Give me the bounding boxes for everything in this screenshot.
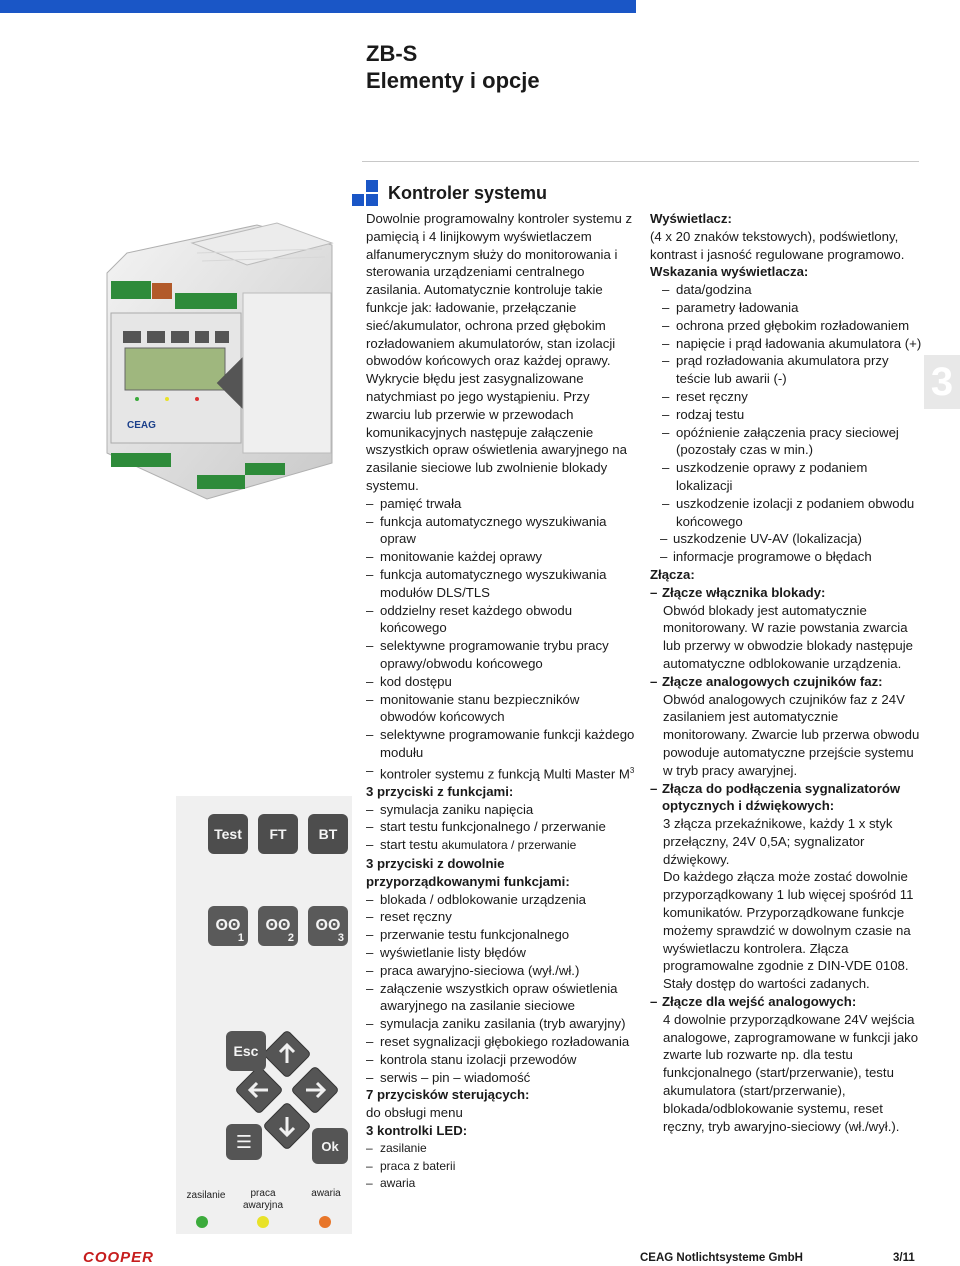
list-item: – oddzielny reset każdego obwodu końcowego	[366, 602, 636, 638]
list-item: – symulacja zaniku zasilania (tryb awaryjny)	[366, 1015, 636, 1033]
esc-button[interactable]: Esc	[226, 1031, 266, 1071]
features-list	[366, 495, 636, 783]
list-item: – selektywne programowanie trybu pracy oprawy/obwodu końcowego	[366, 637, 636, 673]
column-2	[650, 210, 922, 1135]
connector-3-text-1: 3 złącza przekaźnikowe, każdy 1 x styk przełączny, 24V 0,5A; sygnalizator dźwiękowy.	[663, 816, 893, 867]
list-item: – prąd rozładowania akumulatora przy teście lub awarii (-)	[662, 352, 922, 388]
list-item: – data/godzina	[662, 281, 922, 299]
owl-icon: ʘʘ	[265, 917, 291, 934]
ok-button[interactable]: Ok	[312, 1128, 348, 1164]
list-item: – reset ręczny	[662, 388, 922, 406]
connector-3-text-2: Do każdego złącza może zostać dowolnie przyporządkowany 1 lub więcej spośród 11 komunikatów. Przyporządkowane funkcje możemy sprawdzić w dowolnym czasie na wyświetlaczu kontrolera. Złącza programowalne zgodnie z DIN-VDE 0108. Stały dostęp do wartości zadanych.	[663, 869, 914, 992]
connector-1-title: – Złącze włącznika blokady:	[650, 584, 922, 602]
list-item: – przerwanie testu funkcjonalnego	[366, 926, 636, 944]
document-button[interactable]	[226, 1124, 262, 1160]
fun-item-3a: start testu	[380, 837, 442, 853]
top-accent-bar	[0, 0, 636, 13]
led-label-power: zasilanie	[186, 1190, 226, 1201]
list-item: – pamięć trwała	[366, 495, 636, 513]
heading-indications: Wskazania wyświetlacza:	[650, 264, 809, 280]
indications-list-b	[650, 530, 922, 566]
list-item: – blokada / odblokowanie urządzenia	[366, 891, 636, 909]
list-item: – kod dostępu	[366, 673, 636, 691]
connector-2-text: Obwód analogowych czujników faz z 24V zasilaniem jest automatycznie monitorowany. Zwarcie lub przerwa obwodu powoduje automatyczne przejście systemu w tryb pracy awaryjnej.	[663, 691, 920, 778]
led-label-emergency-line-1: praca	[250, 1188, 276, 1199]
heading-3-programmable-buttons: 3 przyciski z dowolnie przyporządkowanymi funkcjami:	[366, 856, 570, 889]
list-item: – uszkodzenie izolacji z podaniem obwodu końcowego	[662, 495, 922, 531]
list-item	[366, 762, 636, 783]
function-button-1[interactable]	[208, 906, 248, 946]
list-item: – uszkodzenie UV-AV (lokalizacja)	[660, 530, 922, 548]
list-item: – selektywne programowanie funkcji każdego modułu	[366, 726, 636, 762]
system-controller-photo	[97, 213, 347, 503]
led-failure	[319, 1216, 331, 1228]
connector-4-title: – Złącze dla wejść analogowych:	[650, 993, 922, 1011]
heading-display: Wyświetlacz:	[650, 211, 732, 226]
function-button-3[interactable]	[308, 906, 348, 946]
list-item: – funkcja automatycznego wyszukiwania opraw	[366, 513, 636, 549]
function-button-3-number: 3	[337, 932, 344, 944]
section-header	[352, 180, 547, 206]
connector-2-title: – Złącze analogowych czujników faz:	[650, 673, 922, 691]
ft-button[interactable]: FT	[258, 814, 298, 854]
list-item: – funkcja automatycznego wyszukiwania modułów DLS/TLS	[366, 566, 636, 602]
list-item: – monitowanie stanu bezpieczników obwodów końcowych	[366, 691, 636, 727]
list-item: – kontrola stanu izolacji przewodów	[366, 1051, 636, 1069]
list-item: – parametry ładowania	[662, 299, 922, 317]
function-button-2[interactable]	[258, 906, 298, 946]
led-emergency	[257, 1216, 269, 1228]
list-item: – reset ręczny	[366, 908, 636, 926]
heading-3-function-buttons: 3 przyciski z funkcjami:	[366, 783, 514, 799]
intro-paragraph: Dowolnie programowalny kontroler systemu z pamięcią i 4 linijkowym wyświetlaczem alfanumerycznym służy do monitorowania i sterowania urządzeniami centralnego zasilania. Automatycznie kontroluje takie funkcje jak: ładowanie, przełączanie sieć/akumulator, ochrona przed głębokim rozładowaniem akumulatorów, stan izolacji obwodów końcowych oraz każdej oprawy. Wykrycie błędu jest zasygnalizowane natychmiast po jego wystąpieniu. Przy zwarciu lub przerwie w przewodach komunikacyjnych następuje załączenie wszystkich opraw oświetlenia awaryjnego na zasilanie sieciowe lub zwolnienie blokady systemu.	[366, 211, 633, 493]
list-item: – napięcie i prąd ładowania akumulatora (+)	[662, 335, 922, 353]
bt-button[interactable]: BT	[308, 814, 348, 854]
indications-list	[650, 281, 922, 530]
document-icon: ☰	[235, 1131, 253, 1152]
heading-connectors: Złącza:	[650, 566, 695, 582]
led-label-emergency-line-2: awaryjna	[242, 1200, 284, 1211]
list-item	[366, 836, 636, 855]
list-item: – start testu funkcjonalnego / przerwanie	[366, 818, 636, 836]
cooper-logo: COOPER	[83, 1249, 155, 1266]
led-power	[196, 1216, 208, 1228]
list-item: – informacje programowe o błędach	[660, 548, 922, 566]
heading-7-control-buttons: 7 przycisków sterujących:	[366, 1087, 530, 1103]
multimaster-text: kontroler systemu z funkcją Multi Master M	[380, 766, 630, 782]
footer-company: CEAG Notlichtsysteme GmbH	[640, 1252, 803, 1264]
list-item: – symulacja zaniku napięcia	[366, 801, 636, 819]
page-title-line-1: ZB-S	[366, 41, 418, 66]
page-title	[366, 40, 540, 94]
list-item: – serwis – pin – wiadomość	[366, 1069, 636, 1087]
owl-icon: ʘʘ	[315, 917, 341, 934]
multimaster-superscript: 3	[629, 765, 635, 775]
list-item: – awaria	[366, 1175, 636, 1193]
list-item: – rodzaj testu	[662, 406, 922, 424]
list-item: – praca z baterii	[366, 1158, 636, 1176]
fun-item-3b: akumulatora / przerwanie	[441, 838, 577, 853]
display-text: (4 x 20 znaków tekstowych), podświetlony, kontrast i jasność regulowane programowo.	[650, 228, 905, 262]
column-1	[366, 210, 636, 1193]
connector-4-text: 4 dowolnie przyporządkowane 24V wejścia analogowe, zaprogramowane w funkcji jako zwarte lub rozwarte np. dla testu funkcjonalnego (start/przerwanie), testu akumulatora (start/przerwanie), blokada/odblokowanie systemu, reset ręczny, tryb awaryjno-sieciowy (wł./wył.).	[663, 1011, 919, 1134]
list-item: – opóźnienie załączenia pracy sieciowej (pozostały czas w min.)	[662, 424, 922, 460]
led-label-failure: awaria	[311, 1188, 341, 1199]
function-button-2-number: 2	[287, 932, 294, 944]
list-item: – zasilanie	[366, 1140, 636, 1158]
heading-3-leds: 3 kontrolki LED:	[366, 1123, 468, 1139]
connector-3-title: – Złącza do podłączenia sygnalizatorów optycznych i dźwiękowych:	[650, 780, 922, 816]
test-button[interactable]: Test	[208, 814, 248, 854]
connector-1-text: Obwód blokady jest automatycznie monitorowany. W razie powstania zwarcia lub przerwy w obwodzie blokady następuje automatyczne odblokowanie urządzenia.	[663, 602, 913, 671]
owl-icon: ʘʘ	[215, 917, 241, 934]
list-item: – wyświetlanie listy błędów	[366, 944, 636, 962]
section-squares-icon	[352, 180, 378, 206]
header-divider	[362, 161, 919, 162]
function-button-1-number: 1	[237, 932, 244, 944]
list-item: – reset sygnalizacji głębokiego rozładowania	[366, 1033, 636, 1051]
list-item: – monitowanie każdej oprawy	[366, 548, 636, 566]
side-page-number: 3	[924, 355, 960, 409]
list-item: – uszkodzenie oprawy z podaniem lokalizacji	[662, 459, 922, 495]
device-brand: CEAG	[127, 420, 156, 431]
control-buttons-text: do obsługi menu	[366, 1105, 463, 1121]
list-item: – praca awaryjno-sieciowa (wył./wł.)	[366, 962, 636, 980]
footer-page-number: 3/11	[893, 1252, 915, 1264]
section-title: Kontroler systemu	[388, 182, 548, 203]
controls-panel	[176, 796, 352, 1234]
list-item: – załączenie wszystkich opraw oświetlenia awaryjnego na zasilanie sieciowe	[366, 980, 636, 1016]
page-title-line-2: Elementy i opcje	[366, 68, 540, 93]
list-item: – ochrona przed głębokim rozładowaniem	[662, 317, 922, 335]
led-label-emergency	[238, 1188, 288, 1212]
